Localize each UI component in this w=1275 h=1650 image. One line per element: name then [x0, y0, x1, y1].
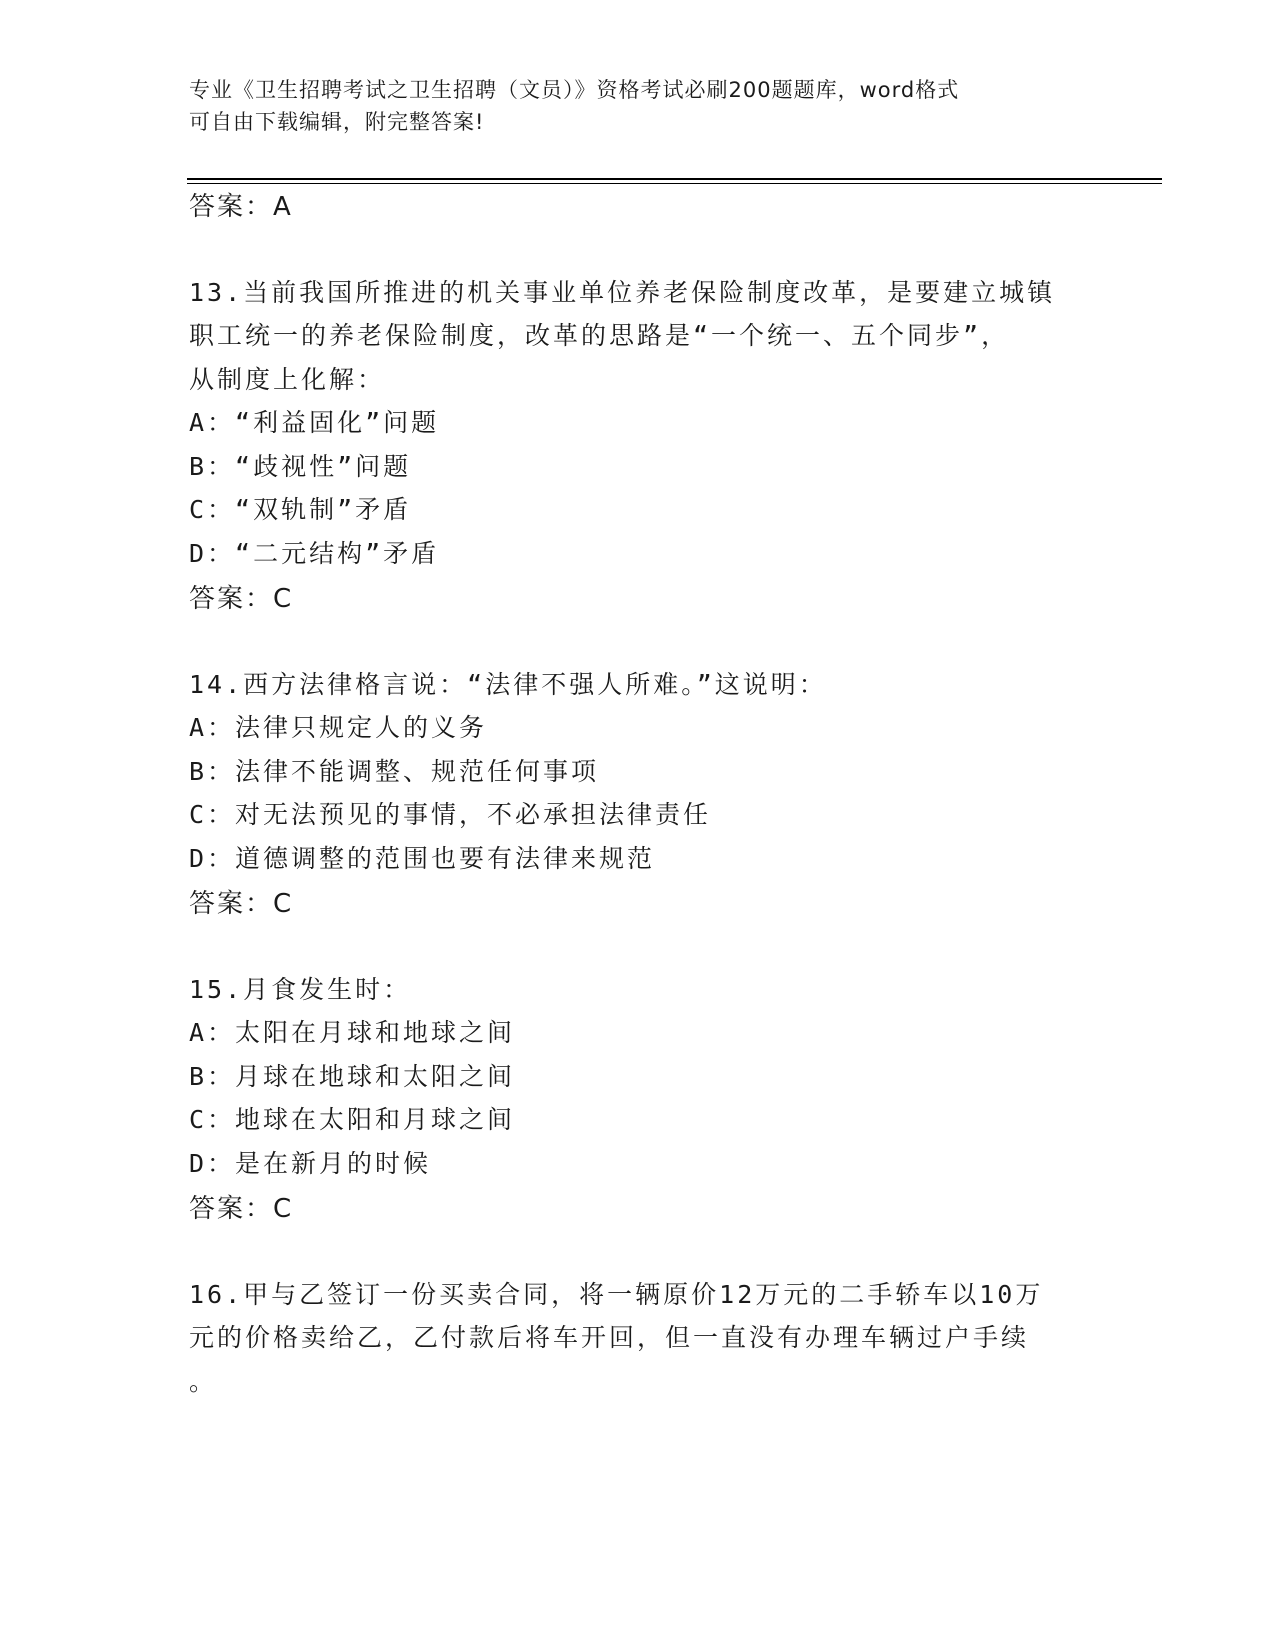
q13-option-c: C：“双轨制”矛盾 — [189, 495, 412, 524]
q15-option-c: C：地球在太阳和月球之间 — [189, 1105, 516, 1134]
q13-option-a: A：“利益固化”问题 — [189, 408, 440, 437]
q16-stem-line-3: 。 — [189, 1367, 218, 1396]
q13-option-d: D：“二元结构”矛盾 — [189, 539, 440, 568]
q13-stem-line-3: 从制度上化解： — [189, 365, 386, 394]
q15-answer: 答案：C — [189, 1194, 294, 1224]
header-line-2: 可自由下载编辑，附完整答案! — [189, 110, 485, 134]
prev-answer: 答案：A — [189, 192, 293, 222]
header-line-1: 专业《卫生招聘考试之卫生招聘（文员）》资格考试必刷200题题库，word格式 — [189, 78, 960, 102]
q15-stem-line-1: 15.月食发生时： — [189, 975, 412, 1004]
document-header — [189, 74, 1089, 138]
q14-option-d: D：道德调整的范围也要有法律来规范 — [189, 844, 656, 873]
q13-stem-line-1: 13.当前我国所推进的机关事业单位养老保险制度改革，是要建立城镇 — [189, 278, 1056, 307]
q15-option-a: A：太阳在月球和地球之间 — [189, 1018, 516, 1047]
q15-option-b: B：月球在地球和太阳之间 — [189, 1062, 516, 1091]
q16-stem-line-2: 元的价格卖给乙，乙付款后将车开回，但一直没有办理车辆过户手续 — [189, 1323, 1030, 1352]
q16-stem-line-1: 16.甲与乙签订一份买卖合同，将一辆原价12万元的二手轿车以10万 — [189, 1280, 1044, 1309]
q13-answer: 答案：C — [189, 584, 294, 614]
q14-stem-line-1: 14.西方法律格言说：“法律不强人所难。”这说明： — [189, 670, 827, 699]
q14-option-b: B：法律不能调整、规范任何事项 — [189, 757, 600, 786]
q13-stem-line-2: 职工统一的养老保险制度，改革的思路是“一个统一、五个同步”， — [189, 321, 1010, 350]
q13-option-b: B：“歧视性”问题 — [189, 452, 412, 481]
q14-answer: 答案：C — [189, 889, 294, 919]
q14-option-a: A：法律只规定人的义务 — [189, 713, 488, 742]
q15-option-d: D：是在新月的时候 — [189, 1149, 432, 1178]
q14-option-c: C：对无法预见的事情，不必承担法律责任 — [189, 800, 712, 829]
header-divider-thick — [187, 178, 1162, 180]
header-divider-thin — [187, 183, 1162, 184]
